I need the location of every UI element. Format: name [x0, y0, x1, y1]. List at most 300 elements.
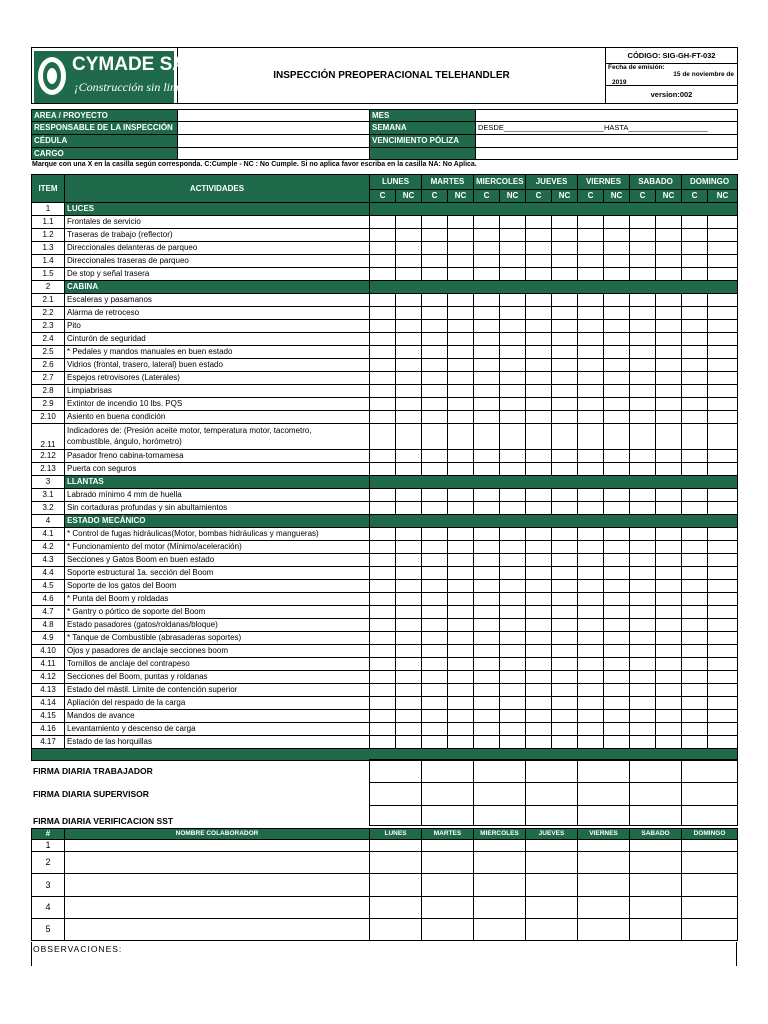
check-cell[interactable]: [526, 307, 552, 320]
check-cell[interactable]: [422, 567, 448, 580]
check-cell[interactable]: [474, 346, 500, 359]
check-cell[interactable]: [552, 216, 578, 229]
check-cell[interactable]: [578, 359, 604, 372]
check-cell[interactable]: [474, 684, 500, 697]
check-cell[interactable]: [370, 398, 396, 411]
check-cell[interactable]: [578, 372, 604, 385]
check-cell[interactable]: [422, 632, 448, 645]
check-cell[interactable]: [370, 541, 396, 554]
check-cell[interactable]: [474, 593, 500, 606]
check-cell[interactable]: [682, 398, 708, 411]
check-cell[interactable]: [656, 307, 682, 320]
signature-cell[interactable]: [577, 783, 629, 806]
check-cell[interactable]: [708, 307, 738, 320]
check-cell[interactable]: [422, 372, 448, 385]
check-cell[interactable]: [422, 385, 448, 398]
check-cell[interactable]: [422, 606, 448, 619]
check-cell[interactable]: [474, 697, 500, 710]
check-cell[interactable]: [448, 216, 474, 229]
check-cell[interactable]: [552, 502, 578, 515]
check-cell[interactable]: [682, 294, 708, 307]
check-cell[interactable]: [370, 489, 396, 502]
collaborator-day-cell[interactable]: [422, 919, 474, 941]
check-cell[interactable]: [500, 671, 526, 684]
check-cell[interactable]: [656, 697, 682, 710]
check-cell[interactable]: [396, 411, 422, 424]
check-cell[interactable]: [578, 658, 604, 671]
check-cell[interactable]: [604, 658, 630, 671]
check-cell[interactable]: [630, 697, 656, 710]
check-cell[interactable]: [422, 580, 448, 593]
check-cell[interactable]: [708, 554, 738, 567]
check-cell[interactable]: [370, 424, 396, 450]
check-cell[interactable]: [500, 424, 526, 450]
observations-box[interactable]: [31, 942, 737, 966]
check-cell[interactable]: [448, 242, 474, 255]
check-cell[interactable]: [578, 268, 604, 281]
check-cell[interactable]: [448, 255, 474, 268]
check-cell[interactable]: [656, 645, 682, 658]
check-cell[interactable]: [370, 710, 396, 723]
check-cell[interactable]: [682, 658, 708, 671]
check-cell[interactable]: [526, 671, 552, 684]
check-cell[interactable]: [682, 489, 708, 502]
check-cell[interactable]: [578, 619, 604, 632]
check-cell[interactable]: [422, 671, 448, 684]
check-cell[interactable]: [474, 385, 500, 398]
check-cell[interactable]: [578, 710, 604, 723]
check-cell[interactable]: [370, 229, 396, 242]
signature-cell[interactable]: [681, 760, 737, 783]
check-cell[interactable]: [474, 307, 500, 320]
check-cell[interactable]: [552, 528, 578, 541]
check-cell[interactable]: [500, 489, 526, 502]
check-cell[interactable]: [422, 398, 448, 411]
check-cell[interactable]: [708, 580, 738, 593]
check-cell[interactable]: [526, 294, 552, 307]
check-cell[interactable]: [448, 502, 474, 515]
check-cell[interactable]: [630, 606, 656, 619]
check-cell[interactable]: [396, 359, 422, 372]
collaborator-day-cell[interactable]: [630, 874, 682, 897]
check-cell[interactable]: [526, 411, 552, 424]
check-cell[interactable]: [500, 268, 526, 281]
collaborator-name-field[interactable]: [65, 852, 370, 874]
check-cell[interactable]: [474, 502, 500, 515]
check-cell[interactable]: [448, 684, 474, 697]
collaborator-day-cell[interactable]: [422, 874, 474, 897]
check-cell[interactable]: [656, 411, 682, 424]
check-cell[interactable]: [396, 554, 422, 567]
check-cell[interactable]: [370, 697, 396, 710]
check-cell[interactable]: [422, 333, 448, 346]
check-cell[interactable]: [708, 567, 738, 580]
check-cell[interactable]: [474, 632, 500, 645]
check-cell[interactable]: [708, 216, 738, 229]
collaborator-day-cell[interactable]: [578, 919, 630, 941]
check-cell[interactable]: [526, 736, 552, 749]
check-cell[interactable]: [682, 736, 708, 749]
check-cell[interactable]: [422, 710, 448, 723]
check-cell[interactable]: [526, 346, 552, 359]
check-cell[interactable]: [630, 346, 656, 359]
check-cell[interactable]: [422, 463, 448, 476]
check-cell[interactable]: [448, 658, 474, 671]
collaborator-day-cell[interactable]: [370, 919, 422, 941]
check-cell[interactable]: [474, 398, 500, 411]
check-cell[interactable]: [370, 645, 396, 658]
check-cell[interactable]: [396, 372, 422, 385]
check-cell[interactable]: [448, 723, 474, 736]
check-cell[interactable]: [682, 359, 708, 372]
check-cell[interactable]: [370, 333, 396, 346]
check-cell[interactable]: [708, 398, 738, 411]
check-cell[interactable]: [396, 255, 422, 268]
check-cell[interactable]: [708, 697, 738, 710]
check-cell[interactable]: [500, 697, 526, 710]
check-cell[interactable]: [708, 606, 738, 619]
check-cell[interactable]: [500, 372, 526, 385]
check-cell[interactable]: [708, 710, 738, 723]
check-cell[interactable]: [422, 528, 448, 541]
check-cell[interactable]: [526, 684, 552, 697]
check-cell[interactable]: [370, 671, 396, 684]
check-cell[interactable]: [682, 580, 708, 593]
check-cell[interactable]: [578, 346, 604, 359]
check-cell[interactable]: [500, 307, 526, 320]
check-cell[interactable]: [526, 632, 552, 645]
check-cell[interactable]: [370, 385, 396, 398]
check-cell[interactable]: [474, 216, 500, 229]
check-cell[interactable]: [474, 580, 500, 593]
signature-cell[interactable]: [577, 760, 629, 783]
check-cell[interactable]: [630, 619, 656, 632]
check-cell[interactable]: [578, 554, 604, 567]
check-cell[interactable]: [448, 320, 474, 333]
check-cell[interactable]: [448, 645, 474, 658]
check-cell[interactable]: [422, 697, 448, 710]
check-cell[interactable]: [708, 723, 738, 736]
check-cell[interactable]: [656, 632, 682, 645]
check-cell[interactable]: [604, 502, 630, 515]
check-cell[interactable]: [474, 242, 500, 255]
check-cell[interactable]: [604, 359, 630, 372]
check-cell[interactable]: [422, 593, 448, 606]
check-cell[interactable]: [682, 606, 708, 619]
check-cell[interactable]: [500, 606, 526, 619]
check-cell[interactable]: [656, 268, 682, 281]
check-cell[interactable]: [656, 372, 682, 385]
check-cell[interactable]: [500, 736, 526, 749]
check-cell[interactable]: [370, 320, 396, 333]
check-cell[interactable]: [448, 697, 474, 710]
check-cell[interactable]: [656, 606, 682, 619]
check-cell[interactable]: [370, 372, 396, 385]
check-cell[interactable]: [578, 242, 604, 255]
collaborator-day-cell[interactable]: [578, 874, 630, 897]
check-cell[interactable]: [370, 580, 396, 593]
check-cell[interactable]: [422, 411, 448, 424]
check-cell[interactable]: [682, 372, 708, 385]
check-cell[interactable]: [396, 346, 422, 359]
check-cell[interactable]: [552, 307, 578, 320]
check-cell[interactable]: [448, 333, 474, 346]
check-cell[interactable]: [500, 229, 526, 242]
check-cell[interactable]: [396, 216, 422, 229]
check-cell[interactable]: [474, 619, 500, 632]
check-cell[interactable]: [370, 684, 396, 697]
check-cell[interactable]: [708, 411, 738, 424]
check-cell[interactable]: [656, 333, 682, 346]
check-cell[interactable]: [604, 593, 630, 606]
check-cell[interactable]: [552, 710, 578, 723]
check-cell[interactable]: [500, 385, 526, 398]
collaborator-day-cell[interactable]: [474, 897, 526, 919]
check-cell[interactable]: [370, 216, 396, 229]
check-cell[interactable]: [656, 593, 682, 606]
check-cell[interactable]: [526, 619, 552, 632]
check-cell[interactable]: [682, 242, 708, 255]
check-cell[interactable]: [552, 346, 578, 359]
check-cell[interactable]: [448, 541, 474, 554]
check-cell[interactable]: [526, 528, 552, 541]
check-cell[interactable]: [578, 216, 604, 229]
check-cell[interactable]: [682, 554, 708, 567]
check-cell[interactable]: [708, 489, 738, 502]
check-cell[interactable]: [578, 723, 604, 736]
collaborator-day-cell[interactable]: [370, 840, 422, 852]
check-cell[interactable]: [448, 411, 474, 424]
check-cell[interactable]: [682, 216, 708, 229]
check-cell[interactable]: [578, 632, 604, 645]
check-cell[interactable]: [448, 671, 474, 684]
check-cell[interactable]: [396, 242, 422, 255]
check-cell[interactable]: [370, 450, 396, 463]
check-cell[interactable]: [474, 255, 500, 268]
check-cell[interactable]: [682, 333, 708, 346]
check-cell[interactable]: [370, 632, 396, 645]
check-cell[interactable]: [474, 606, 500, 619]
collaborator-day-cell[interactable]: [630, 919, 682, 941]
check-cell[interactable]: [552, 697, 578, 710]
check-cell[interactable]: [500, 593, 526, 606]
check-cell[interactable]: [526, 268, 552, 281]
check-cell[interactable]: [708, 229, 738, 242]
check-cell[interactable]: [578, 697, 604, 710]
check-cell[interactable]: [500, 710, 526, 723]
collaborator-day-cell[interactable]: [422, 897, 474, 919]
check-cell[interactable]: [630, 294, 656, 307]
check-cell[interactable]: [526, 697, 552, 710]
check-cell[interactable]: [552, 554, 578, 567]
check-cell[interactable]: [396, 385, 422, 398]
check-cell[interactable]: [500, 723, 526, 736]
check-cell[interactable]: [656, 463, 682, 476]
check-cell[interactable]: [630, 333, 656, 346]
check-cell[interactable]: [474, 372, 500, 385]
check-cell[interactable]: [422, 294, 448, 307]
check-cell[interactable]: [604, 398, 630, 411]
check-cell[interactable]: [708, 450, 738, 463]
check-cell[interactable]: [630, 671, 656, 684]
check-cell[interactable]: [474, 528, 500, 541]
check-cell[interactable]: [370, 554, 396, 567]
check-cell[interactable]: [552, 359, 578, 372]
check-cell[interactable]: [682, 346, 708, 359]
check-cell[interactable]: [604, 619, 630, 632]
check-cell[interactable]: [448, 554, 474, 567]
check-cell[interactable]: [552, 606, 578, 619]
signature-cell[interactable]: [421, 783, 473, 806]
check-cell[interactable]: [656, 385, 682, 398]
check-cell[interactable]: [448, 632, 474, 645]
check-cell[interactable]: [422, 268, 448, 281]
check-cell[interactable]: [396, 606, 422, 619]
check-cell[interactable]: [422, 541, 448, 554]
check-cell[interactable]: [448, 229, 474, 242]
check-cell[interactable]: [656, 320, 682, 333]
signature-cell[interactable]: [629, 783, 681, 806]
area-field[interactable]: [178, 110, 370, 122]
signature-cell[interactable]: [525, 806, 577, 826]
signature-cell[interactable]: [681, 783, 737, 806]
collaborator-day-cell[interactable]: [474, 852, 526, 874]
signature-cell[interactable]: [369, 806, 421, 826]
check-cell[interactable]: [552, 619, 578, 632]
check-cell[interactable]: [552, 658, 578, 671]
check-cell[interactable]: [656, 359, 682, 372]
check-cell[interactable]: [604, 736, 630, 749]
check-cell[interactable]: [370, 593, 396, 606]
check-cell[interactable]: [630, 424, 656, 450]
check-cell[interactable]: [708, 632, 738, 645]
check-cell[interactable]: [682, 697, 708, 710]
check-cell[interactable]: [526, 593, 552, 606]
check-cell[interactable]: [422, 255, 448, 268]
check-cell[interactable]: [474, 450, 500, 463]
check-cell[interactable]: [656, 346, 682, 359]
check-cell[interactable]: [630, 658, 656, 671]
check-cell[interactable]: [682, 593, 708, 606]
check-cell[interactable]: [604, 229, 630, 242]
check-cell[interactable]: [370, 606, 396, 619]
check-cell[interactable]: [370, 567, 396, 580]
check-cell[interactable]: [604, 294, 630, 307]
check-cell[interactable]: [682, 385, 708, 398]
check-cell[interactable]: [422, 346, 448, 359]
check-cell[interactable]: [422, 229, 448, 242]
check-cell[interactable]: [552, 489, 578, 502]
check-cell[interactable]: [370, 294, 396, 307]
check-cell[interactable]: [552, 385, 578, 398]
check-cell[interactable]: [448, 424, 474, 450]
signature-cell[interactable]: [681, 806, 737, 826]
collaborator-day-cell[interactable]: [422, 840, 474, 852]
check-cell[interactable]: [474, 645, 500, 658]
check-cell[interactable]: [526, 333, 552, 346]
signature-cell[interactable]: [421, 760, 473, 783]
check-cell[interactable]: [604, 684, 630, 697]
check-cell[interactable]: [682, 229, 708, 242]
check-cell[interactable]: [578, 736, 604, 749]
check-cell[interactable]: [448, 268, 474, 281]
check-cell[interactable]: [656, 489, 682, 502]
signature-cell[interactable]: [369, 783, 421, 806]
check-cell[interactable]: [630, 554, 656, 567]
check-cell[interactable]: [604, 606, 630, 619]
check-cell[interactable]: [370, 268, 396, 281]
check-cell[interactable]: [396, 333, 422, 346]
check-cell[interactable]: [552, 372, 578, 385]
check-cell[interactable]: [682, 619, 708, 632]
check-cell[interactable]: [604, 554, 630, 567]
check-cell[interactable]: [682, 411, 708, 424]
check-cell[interactable]: [708, 463, 738, 476]
check-cell[interactable]: [708, 359, 738, 372]
check-cell[interactable]: [396, 541, 422, 554]
signature-cell[interactable]: [473, 783, 525, 806]
check-cell[interactable]: [500, 320, 526, 333]
check-cell[interactable]: [552, 684, 578, 697]
check-cell[interactable]: [708, 541, 738, 554]
collaborator-day-cell[interactable]: [370, 874, 422, 897]
check-cell[interactable]: [396, 528, 422, 541]
check-cell[interactable]: [656, 736, 682, 749]
check-cell[interactable]: [552, 411, 578, 424]
check-cell[interactable]: [448, 580, 474, 593]
collaborator-day-cell[interactable]: [370, 897, 422, 919]
check-cell[interactable]: [604, 463, 630, 476]
check-cell[interactable]: [448, 450, 474, 463]
check-cell[interactable]: [552, 463, 578, 476]
check-cell[interactable]: [500, 463, 526, 476]
check-cell[interactable]: [656, 554, 682, 567]
check-cell[interactable]: [500, 541, 526, 554]
signature-cell[interactable]: [525, 783, 577, 806]
check-cell[interactable]: [552, 541, 578, 554]
check-cell[interactable]: [552, 567, 578, 580]
collaborator-day-cell[interactable]: [526, 897, 578, 919]
check-cell[interactable]: [474, 541, 500, 554]
check-cell[interactable]: [422, 450, 448, 463]
check-cell[interactable]: [474, 710, 500, 723]
check-cell[interactable]: [552, 736, 578, 749]
check-cell[interactable]: [474, 359, 500, 372]
check-cell[interactable]: [708, 619, 738, 632]
check-cell[interactable]: [578, 320, 604, 333]
check-cell[interactable]: [474, 658, 500, 671]
check-cell[interactable]: [474, 424, 500, 450]
check-cell[interactable]: [422, 320, 448, 333]
collaborator-day-cell[interactable]: [682, 919, 738, 941]
check-cell[interactable]: [656, 528, 682, 541]
check-cell[interactable]: [578, 502, 604, 515]
signature-cell[interactable]: [525, 760, 577, 783]
check-cell[interactable]: [370, 736, 396, 749]
check-cell[interactable]: [396, 619, 422, 632]
check-cell[interactable]: [708, 320, 738, 333]
check-cell[interactable]: [630, 632, 656, 645]
check-cell[interactable]: [396, 684, 422, 697]
check-cell[interactable]: [708, 684, 738, 697]
check-cell[interactable]: [708, 658, 738, 671]
check-cell[interactable]: [526, 489, 552, 502]
check-cell[interactable]: [552, 671, 578, 684]
collaborator-day-cell[interactable]: [630, 840, 682, 852]
check-cell[interactable]: [500, 450, 526, 463]
check-cell[interactable]: [604, 541, 630, 554]
check-cell[interactable]: [630, 567, 656, 580]
